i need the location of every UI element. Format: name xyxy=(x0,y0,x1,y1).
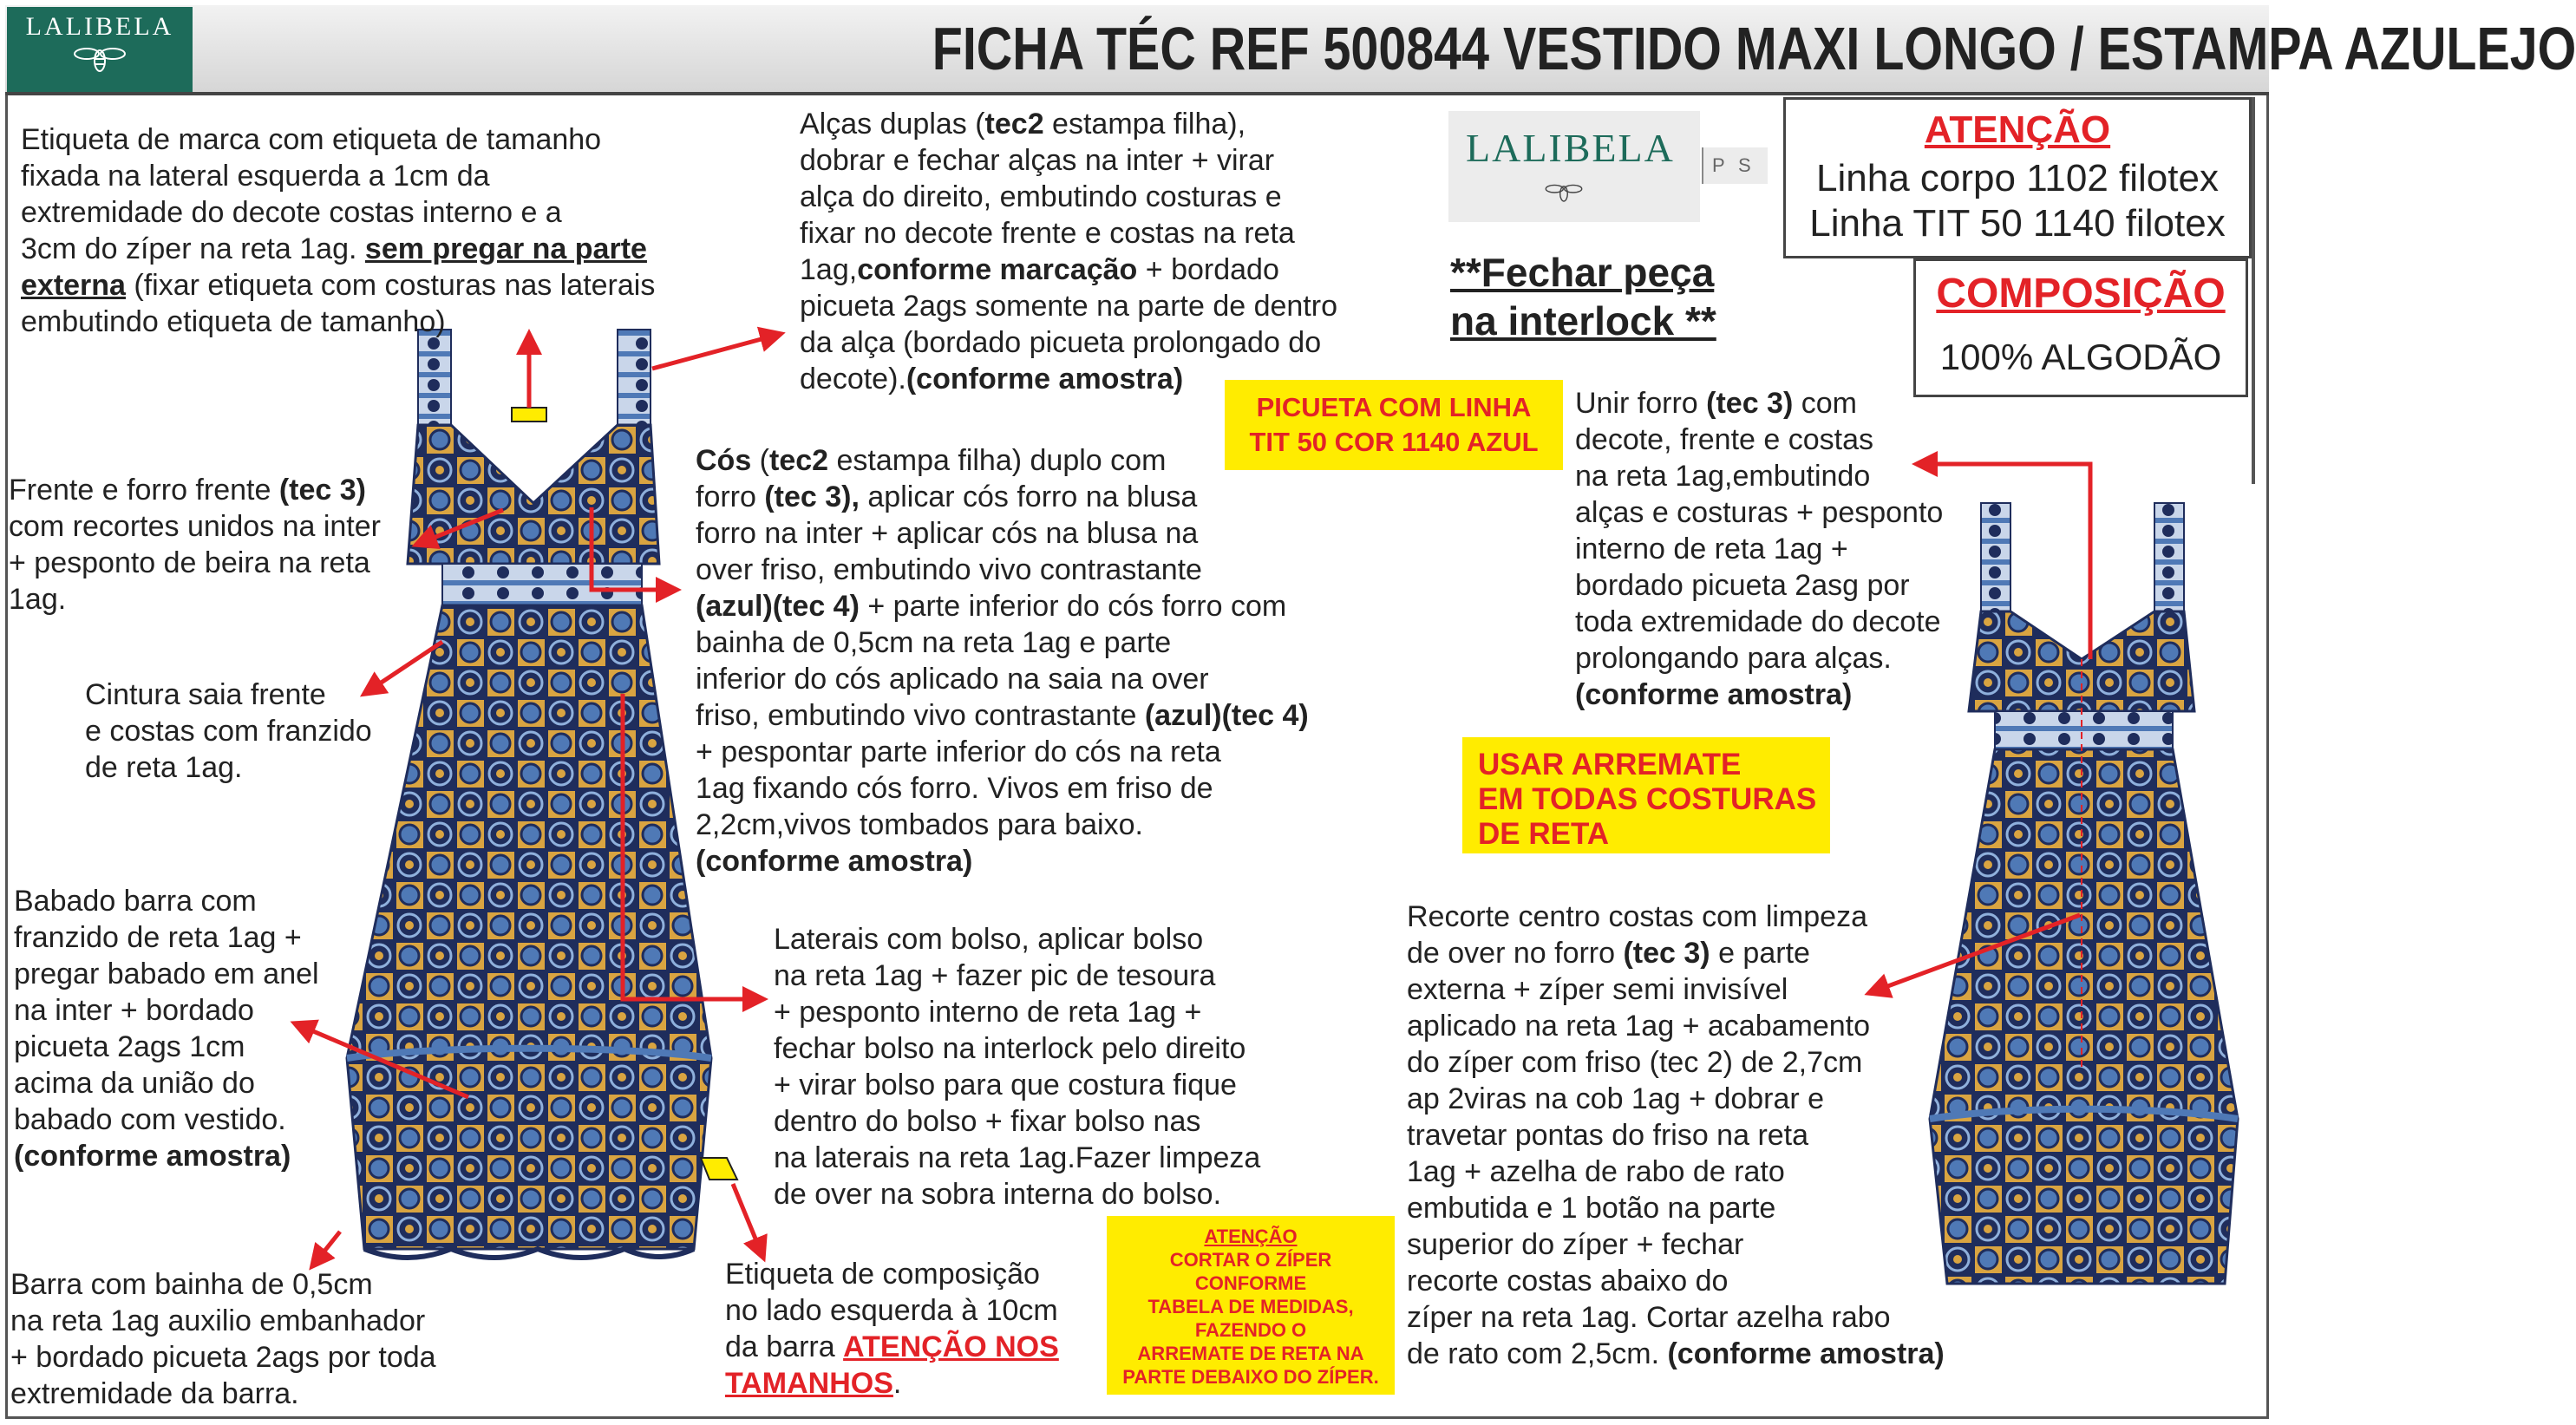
cintura-l3: de reta 1ag. xyxy=(85,751,243,784)
unir-l9 xyxy=(1575,677,2009,713)
recorte-l1: Recorte centro costas com limpeza xyxy=(1407,900,1867,933)
recorte-l2 xyxy=(1407,935,2031,971)
front-bodice xyxy=(408,425,659,564)
frente-l4: 1ag. xyxy=(9,583,67,616)
alcas-l4: fixar no decote frente e costas na reta xyxy=(800,217,1295,250)
cos-l2b: (tec 3), xyxy=(764,480,860,513)
front-dress xyxy=(347,330,737,1258)
etiqueta-l6: embutindo etiqueta de tamanho) xyxy=(21,305,446,338)
unir-l2: decote, frente e costas xyxy=(1575,423,1873,456)
barra-l4: extremidade da barra. xyxy=(10,1377,299,1410)
competiq-l4c: . xyxy=(892,1367,902,1400)
composicao-value: 100% ALGODÃO xyxy=(1939,337,2222,377)
cos-l10: 1ag fixando cós forro. Vivos em friso de xyxy=(696,772,1213,805)
front-left-strap xyxy=(418,330,451,434)
front-waistband xyxy=(442,564,642,605)
cos-l9: + pespontar parte inferior do cós na reta xyxy=(696,735,1221,768)
arremate-line1: USAR ARREMATE xyxy=(1478,748,1742,781)
alcas-l2: dobrar e fechar alças na inter + virar xyxy=(800,144,1275,177)
babado-l5: picueta 2ags 1cm xyxy=(14,1030,245,1063)
cos-l7: inferior do cós aplicado na saia na over xyxy=(696,663,1209,696)
logo2-side-top: P xyxy=(1712,154,1725,176)
note-recorte xyxy=(1407,899,2031,1372)
etiqueta-l4b: sem pregar na parte xyxy=(364,232,647,265)
arremate-line3: DE RETA xyxy=(1478,817,1610,851)
alcas-l5 xyxy=(800,252,1407,288)
cos-l11: 2,2cm,vivos tombados para baixo. xyxy=(696,808,1143,841)
frente-l1a: Frente e forro frente xyxy=(9,474,279,507)
etiqueta-l1: Etiqueta de marca com etiqueta de tamanho xyxy=(21,123,602,156)
alcas-l1a: Alças duplas ( xyxy=(800,108,985,141)
laterais-l5: + virar bolso para que costura fique xyxy=(774,1069,1237,1101)
cos-l6: bainha de 0,5cm na reta 1ag e parte xyxy=(696,626,1172,659)
laterais-l6: dentro do bolso + fixar bolso nas xyxy=(774,1105,1201,1138)
recorte-l13 xyxy=(1407,1336,2031,1372)
alcas-l5c: + bordado xyxy=(1137,253,1279,286)
cos-l1b: ( xyxy=(751,444,770,477)
frente-l3: + pesponto de beira na reta xyxy=(9,546,370,579)
alcas-l3: alça do direito, embutindo costuras e xyxy=(800,180,1282,213)
fechar-line1: **Fechar peça xyxy=(1450,250,1715,295)
back-right-strap xyxy=(2154,503,2184,624)
frente-l1 xyxy=(9,472,425,508)
babado-l4: na inter + bordado xyxy=(14,994,254,1027)
cos-l1 xyxy=(696,442,1407,479)
ziper-l4: TABELA DE MEDIDAS, xyxy=(1147,1296,1354,1317)
competiq-l4 xyxy=(725,1365,1107,1402)
competiq-l2: no lado esquerda à 10cm xyxy=(725,1294,1058,1327)
ziper-l7: PARTE DEBAIXO DO ZÍPER. xyxy=(1122,1366,1379,1388)
babado-l7: babado com vestido. xyxy=(14,1103,286,1136)
ziper-l1: ATENÇÃO xyxy=(1204,1226,1298,1247)
note-barra xyxy=(10,1266,548,1412)
etiqueta-l5a: externa xyxy=(21,269,126,302)
cos-l4: over friso, embutindo vivo contrastante xyxy=(696,553,1202,586)
etiqueta-l5 xyxy=(21,267,732,304)
alcas-l6: picueta 2ags somente na parte de dentro xyxy=(800,290,1337,323)
alcas-l8b: (conforme amostra) xyxy=(906,363,1184,395)
cos-l12 xyxy=(696,843,1407,879)
barra-l2: na reta 1ag auxilio embanhador xyxy=(10,1304,426,1337)
alcas-l8a: decote). xyxy=(800,363,906,395)
babado-l1: Babado barra com xyxy=(14,885,257,918)
arrow-barra xyxy=(312,1232,340,1266)
atencao-title: ATENÇÃO xyxy=(1924,108,2111,151)
laterais-l3: + pesponto interno de reta 1ag + xyxy=(774,996,1202,1029)
note-etiqueta-marca xyxy=(21,121,732,340)
babado-l6: acima da união do xyxy=(14,1067,255,1100)
brand-label-marker xyxy=(512,408,546,422)
cos-l8a: friso, embutindo vivo contrastante xyxy=(696,699,1145,732)
cintura-l1: Cintura saia frente xyxy=(85,678,326,711)
unir-l6: bordado picueta 2asg por xyxy=(1575,569,1910,602)
barra-l3: + bordado picueta 2ags por toda xyxy=(10,1341,436,1374)
composition-label-marker xyxy=(701,1158,737,1180)
recorte-l3: externa + zíper semi invisível xyxy=(1407,973,1788,1006)
competiq-l1: Etiqueta de composição xyxy=(725,1258,1040,1291)
note-cintura xyxy=(85,677,432,786)
recorte-l11: recorte costas abaixo do xyxy=(1407,1265,1729,1298)
recorte-l10: superior do zíper + fechar xyxy=(1407,1228,1744,1261)
recorte-l8: 1ag + azelha de rabo de rato xyxy=(1407,1155,1785,1188)
cintura-l2: e costas com franzido xyxy=(85,715,372,748)
alcas-l5a: 1ag, xyxy=(800,253,858,286)
unir-l1a: Unir forro xyxy=(1575,387,1707,420)
babado-l3: pregar babado em anel xyxy=(14,958,319,990)
cos-l5b: + parte inferior do cós forro com xyxy=(859,590,1287,623)
alcas-l5b: conforme marcação xyxy=(857,253,1138,286)
recorte-l7: travetar pontas do friso na reta xyxy=(1407,1119,1809,1152)
laterais-l8: de over na sobra interna do bolso. xyxy=(774,1178,1222,1211)
cos-l8b: (azul)(tec 4) xyxy=(1144,699,1309,732)
alcas-l1c: estampa filha), xyxy=(1043,108,1246,141)
page-title: FICHA TÉC REF 500844 VESTIDO MAXI LONGO / ESTAMPA AZULEJO xyxy=(932,15,2576,82)
logo2-side-bottom: S xyxy=(1738,154,1751,176)
etiqueta-l2: fixada na lateral esquerda a 1cm da xyxy=(21,160,490,193)
unir-l1b: (tec 3) xyxy=(1706,387,1794,420)
recorte-l2b: (tec 3) xyxy=(1623,937,1710,970)
babado-l2: franzido de reta 1ag + xyxy=(14,921,302,954)
cos-l5a: (azul)(tec 4) xyxy=(696,590,860,623)
unir-l3: na reta 1ag,embutindo xyxy=(1575,460,1871,493)
atencao-line1: Linha corpo 1102 filotex xyxy=(1816,157,2219,199)
ziper-l3: CONFORME xyxy=(1194,1272,1307,1294)
unir-l9b: (conforme amostra) xyxy=(1575,678,1853,711)
competiq-l3b: ATENÇÃO NOS xyxy=(843,1330,1059,1363)
composicao-title: COMPOSIÇÃO xyxy=(1936,271,2226,317)
recorte-l4: aplicado na reta 1ag + acabamento xyxy=(1407,1010,1871,1043)
ziper-l5: FAZENDO O xyxy=(1194,1319,1307,1341)
cos-l12b: (conforme amostra) xyxy=(696,845,973,878)
unir-l8: prolongando para alças. xyxy=(1575,642,1892,675)
back-waistband xyxy=(1995,711,2173,749)
ziper-l6: ARREMATE DE RETA NA xyxy=(1137,1343,1364,1364)
barra-l1: Barra com bainha de 0,5cm xyxy=(10,1268,373,1301)
note-unir-forro xyxy=(1575,385,2009,713)
alcas-l7: da alça (bordado picueta prolongado do xyxy=(800,326,1322,359)
picueta-line2: TIT 50 COR 1140 AZUL xyxy=(1249,427,1539,457)
etiqueta-l5b: (fixar etiqueta com costuras nas laterais xyxy=(125,269,656,302)
laterais-l4: fechar bolso na interlock pelo direito xyxy=(774,1032,1246,1065)
note-cos xyxy=(696,442,1407,879)
cos-l1a: Cós xyxy=(696,444,752,477)
alcas-l1 xyxy=(800,106,1407,142)
note-frente xyxy=(9,472,425,618)
fechar-line2: na interlock ** xyxy=(1450,298,1716,343)
frente-l1b: (tec 3) xyxy=(278,474,366,507)
unir-l1c: com xyxy=(1793,387,1857,420)
recorte-l6: ap 2viras na cob 1ag + dobrar e xyxy=(1407,1082,1825,1115)
etiqueta-l4 xyxy=(21,231,732,267)
alcas-l1b: tec2 xyxy=(984,108,1044,141)
recorte-l2c: e parte xyxy=(1710,937,1810,970)
cos-l5 xyxy=(696,588,1407,624)
note-alcas xyxy=(800,106,1407,397)
logo2-brand-text: LALIBELA xyxy=(1466,126,1675,170)
recorte-l5: do zíper com friso (tec 2) de 2,7cm xyxy=(1407,1046,1863,1079)
laterais-l2: na reta 1ag + fazer pic de tesoura xyxy=(774,959,1216,992)
cos-l2a: forro xyxy=(696,480,765,513)
atencao-line2: Linha TIT 50 1140 filotex xyxy=(1809,202,2226,245)
babado-l8 xyxy=(14,1138,361,1174)
recorte-l12: zíper na reta 1ag. Cortar azelha rabo xyxy=(1407,1301,1891,1334)
note-babado xyxy=(14,883,361,1174)
arremate-line2: EM TODAS COSTURAS xyxy=(1478,782,1817,816)
cos-l2 xyxy=(696,479,1407,515)
note-composicao-etiqueta xyxy=(725,1256,1107,1402)
note-laterais xyxy=(774,921,1329,1213)
unir-l7: toda extremidade do decote xyxy=(1575,605,1941,638)
picueta-line1: PICUETA COM LINHA xyxy=(1256,392,1532,422)
recorte-l9: embutida e 1 botão na parte xyxy=(1407,1192,1776,1225)
laterais-l1: Laterais com bolso, aplicar bolso xyxy=(774,923,1204,956)
competiq-l4a: TAMANHOS xyxy=(725,1367,893,1400)
laterais-l7: na laterais na reta 1ag.Fazer limpeza xyxy=(774,1141,1261,1174)
babado-l8b: (conforme amostra) xyxy=(14,1140,291,1173)
arrow-composicao xyxy=(733,1184,763,1258)
recorte-l2a: de over no forro xyxy=(1407,937,1624,970)
unir-l5: interno de reta 1ag + xyxy=(1575,533,1848,565)
front-right-strap xyxy=(618,330,651,434)
cos-l2c: aplicar cós forro na blusa xyxy=(859,480,1198,513)
cos-l1c: tec2 xyxy=(769,444,829,477)
cos-l1d: estampa filha) duplo com xyxy=(828,444,1167,477)
cos-l8 xyxy=(696,697,1407,734)
etiqueta-l3: extremidade do decote costas interno e a xyxy=(21,196,562,229)
competiq-l3a: da barra xyxy=(725,1330,844,1363)
etiqueta-l4a: 3cm do zíper na reta 1ag. xyxy=(21,232,365,265)
recorte-l13a: de rato com 2,5cm. xyxy=(1407,1337,1668,1370)
ziper-l2: CORTAR O ZÍPER xyxy=(1169,1249,1332,1271)
unir-l1 xyxy=(1575,385,2009,422)
alcas-l8 xyxy=(800,361,1407,397)
recorte-l13b: (conforme amostra) xyxy=(1667,1337,1945,1370)
frente-l2: com recortes unidos na inter xyxy=(9,510,381,543)
unir-l4: alças e costuras + pesponto xyxy=(1575,496,1944,529)
logo-brand-text: LALIBELA xyxy=(25,12,174,41)
competiq-l3 xyxy=(725,1329,1107,1365)
cos-l3: forro na inter + aplicar cós na blusa na xyxy=(696,517,1199,550)
